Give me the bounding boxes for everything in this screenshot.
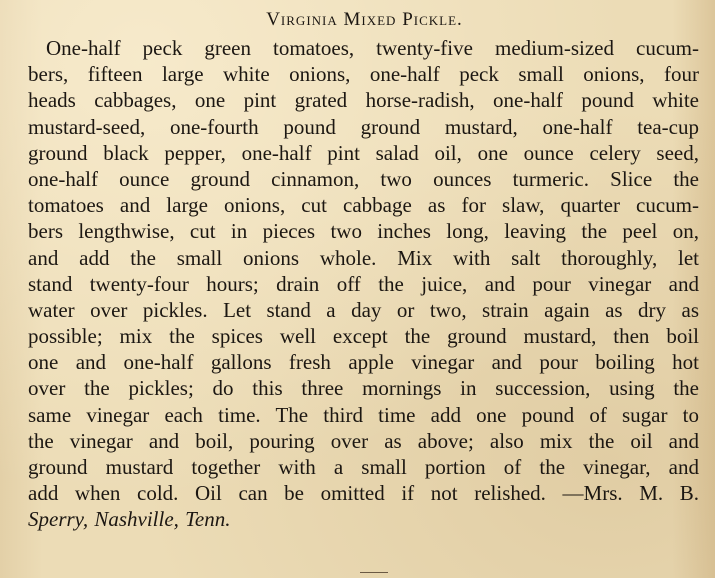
recipe-line-16: the vinegar and boil, pouring over as above; also mix the oil and	[28, 428, 699, 453]
recipe-line-1: One-half peck green tomatoes, twenty-five medium-sized cucum-	[46, 36, 699, 60]
recipe-line-6: one-half ounce ground cinnamon, two ounces turmeric. Slice the	[28, 166, 699, 191]
recipe-body	[28, 35, 699, 533]
recipe-title: Virginia Mixed Pickle.	[266, 9, 463, 30]
recipe-line-9: and add the small onions whole. Mix with salt thoroughly, let	[28, 245, 699, 270]
recipe-line-15: same vinegar each time. The third time add one pound of sugar to	[28, 402, 699, 427]
recipe-line-12: possible; mix the spices well except the ground mustard, then boil	[28, 324, 699, 349]
recipe-line-2: bers, fifteen large white onions, one-half peck small onions, four	[28, 62, 699, 87]
recipe-attribution: Sperry, Nashville, Tenn.	[28, 507, 231, 532]
recipe-line-10: stand twenty-four hours; drain off the juice, and pour vinegar and	[28, 271, 699, 296]
recipe-line-3: heads cabbages, one pint grated horse-radish, one-half pound white	[28, 88, 699, 113]
recipe-line-11: water over pickles. Let stand a day or two, strain again as dry as	[28, 297, 699, 322]
recipe-line-13: one and one-half gallons fresh apple vinegar and pour boiling hot	[28, 350, 699, 375]
recipe-line-14: over the pickles; do this three mornings in succession, using the	[28, 376, 699, 401]
footer-rule	[360, 572, 388, 573]
recipe-line-7: tomatoes and large onions, cut cabbage as for slaw, quarter cucum-	[28, 193, 699, 218]
recipe-line-4: mustard-seed, one-fourth pound ground mustard, one-half tea-cup	[28, 114, 699, 139]
recipe-line-5: ground black pepper, one-half pint salad oil, one ounce celery seed,	[28, 140, 699, 165]
recipe-line-17: ground mustard together with a small portion of the vinegar, and	[28, 455, 699, 479]
recipe-line-8: bers lengthwise, cut in pieces two inches long, leaving the peel on,	[28, 219, 699, 244]
recipe-line-18: add when cold. Oil can be omitted if not relished. —Mrs. M. B.	[28, 481, 699, 506]
